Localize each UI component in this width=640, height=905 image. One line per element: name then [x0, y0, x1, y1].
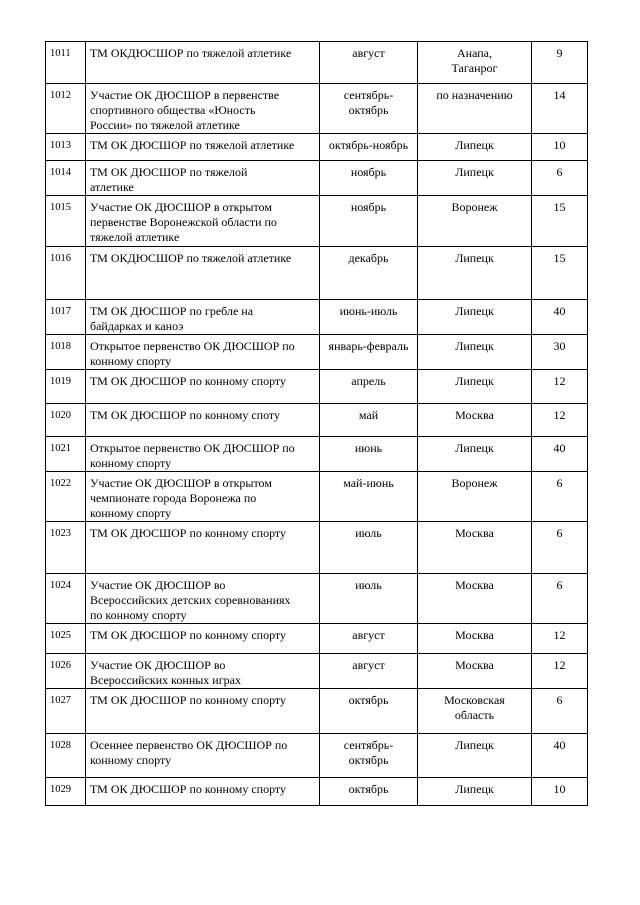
event-place-cell — [418, 437, 532, 472]
event-date-cell-text: июль — [355, 578, 382, 592]
event-date-cell — [320, 42, 418, 84]
participants-count-cell-text: 12 — [553, 658, 566, 672]
participants-count-cell-text: 6 — [556, 526, 563, 540]
event-name-cell — [86, 689, 320, 734]
event-place-cell — [418, 522, 532, 574]
event-place-cell-text: Москва — [455, 526, 494, 540]
table-row — [46, 437, 588, 472]
event-date-cell-text: июль — [355, 526, 382, 540]
event-date-cell-text: май — [358, 408, 379, 422]
table-row — [46, 42, 588, 84]
participants-count-cell-text: 40 — [553, 304, 566, 318]
participants-count-cell — [532, 689, 588, 734]
event-number-cell — [46, 522, 86, 574]
participants-count-cell — [532, 247, 588, 300]
table-row — [46, 624, 588, 654]
event-place-cell — [418, 472, 532, 522]
participants-count-cell — [532, 778, 588, 806]
event-number-cell — [46, 404, 86, 437]
event-place-cell-text: Липецк — [455, 304, 494, 318]
event-date-cell — [320, 161, 418, 196]
participants-count-cell — [532, 404, 588, 437]
event-date-cell-text: май-июнь — [343, 476, 394, 490]
event-name-cell-text: ТМ ОК ДЮСШОР по конному спорту — [90, 526, 287, 540]
event-place-cell-text: Липецк — [455, 138, 494, 152]
event-number-cell — [46, 778, 86, 806]
event-name-cell — [86, 624, 320, 654]
participants-count-cell — [532, 300, 588, 335]
event-date-cell-text: сентябрь- октябрь — [343, 738, 394, 767]
participants-count-cell-text: 15 — [553, 200, 566, 214]
event-place-cell — [418, 134, 532, 161]
participants-count-cell — [532, 161, 588, 196]
event-number-cell-text: 1015 — [50, 202, 71, 213]
event-number-cell — [46, 624, 86, 654]
event-date-cell — [320, 437, 418, 472]
event-date-cell — [320, 404, 418, 437]
event-number-cell — [46, 574, 86, 624]
event-date-cell — [320, 522, 418, 574]
event-date-cell-text: октябрь — [348, 782, 389, 796]
event-number-cell-text: 1027 — [50, 695, 71, 706]
event-date-cell — [320, 689, 418, 734]
event-name-cell-text: Участие ОК ДЮСШОР в открытом первенстве Воронежской области по тяжелой атлетике — [90, 200, 277, 244]
participants-count-cell-text: 40 — [553, 441, 566, 455]
event-date-cell — [320, 196, 418, 247]
event-name-cell-text: Участие ОК ДЮСШОР во Всероссийских детских соревнованиях по конному спорту — [90, 578, 291, 622]
event-number-cell-text: 1022 — [50, 478, 71, 489]
participants-count-cell-text: 6 — [556, 693, 563, 707]
event-date-cell — [320, 335, 418, 370]
participants-count-cell — [532, 522, 588, 574]
event-number-cell-text: 1017 — [50, 306, 71, 317]
event-name-cell — [86, 370, 320, 404]
event-name-cell-text: ТМ ОК ДЮСШОР по конному спорту — [90, 628, 287, 642]
event-place-cell-text: Липецк — [455, 441, 494, 455]
event-place-cell — [418, 247, 532, 300]
event-date-cell-text: август — [352, 628, 385, 642]
participants-count-cell-text: 10 — [553, 138, 566, 152]
event-number-cell-text: 1028 — [50, 740, 71, 751]
event-number-cell-text: 1018 — [50, 341, 71, 352]
event-place-cell — [418, 404, 532, 437]
event-place-cell-text: Москва — [455, 408, 494, 422]
table-row — [46, 335, 588, 370]
events-table — [45, 41, 588, 806]
participants-count-cell-text: 12 — [553, 374, 566, 388]
participants-count-cell-text: 6 — [556, 578, 563, 592]
event-place-cell — [418, 84, 532, 134]
event-number-cell — [46, 370, 86, 404]
event-place-cell — [418, 734, 532, 778]
participants-count-cell-text: 10 — [553, 782, 566, 796]
event-name-cell-text: ТМ ОК ДЮСШОР по тяжелой атлетике — [90, 138, 295, 152]
participants-count-cell-text: 9 — [556, 46, 563, 60]
participants-count-cell — [532, 335, 588, 370]
event-number-cell-text: 1019 — [50, 376, 71, 387]
event-place-cell — [418, 370, 532, 404]
event-name-cell-text: Открытое первенство ОК ДЮСШОР по конному спорту — [90, 339, 295, 368]
event-place-cell — [418, 654, 532, 689]
participants-count-cell — [532, 472, 588, 522]
event-date-cell-text: январь-февраль — [328, 339, 409, 353]
participants-count-cell — [532, 134, 588, 161]
event-name-cell-text: ТМ ОК ДЮСШОР по конному спорту — [90, 782, 287, 796]
event-number-cell-text: 1029 — [50, 784, 71, 795]
event-number-cell — [46, 247, 86, 300]
participants-count-cell — [532, 42, 588, 84]
event-date-cell — [320, 247, 418, 300]
event-place-cell — [418, 300, 532, 335]
table-row — [46, 778, 588, 806]
event-place-cell — [418, 42, 532, 84]
event-place-cell — [418, 335, 532, 370]
table-row — [46, 654, 588, 689]
event-place-cell-text: по назначению — [436, 88, 513, 102]
event-place-cell — [418, 778, 532, 806]
table-row — [46, 472, 588, 522]
event-name-cell-text: ТМ ОК ДЮСШОР по конному спорту — [90, 693, 287, 707]
event-name-cell — [86, 42, 320, 84]
event-place-cell-text: Липецк — [455, 251, 494, 265]
event-name-cell — [86, 778, 320, 806]
participants-count-cell-text: 12 — [553, 628, 566, 642]
event-date-cell-text: октябрь-ноябрь — [328, 138, 409, 152]
table-row — [46, 247, 588, 300]
event-date-cell — [320, 134, 418, 161]
event-number-cell — [46, 161, 86, 196]
participants-count-cell — [532, 624, 588, 654]
event-date-cell — [320, 624, 418, 654]
event-name-cell-text: Участие ОК ДЮСШОР в первенстве спортивного общества «Юность России» по тяжелой атлетике — [90, 88, 280, 132]
event-number-cell — [46, 84, 86, 134]
event-number-cell-text: 1014 — [50, 167, 71, 178]
event-place-cell — [418, 624, 532, 654]
event-number-cell-text: 1012 — [50, 90, 71, 101]
event-name-cell — [86, 404, 320, 437]
event-date-cell — [320, 472, 418, 522]
event-name-cell — [86, 335, 320, 370]
event-date-cell-text: сентябрь- октябрь — [343, 88, 394, 117]
event-number-cell — [46, 134, 86, 161]
event-date-cell-text: ноябрь — [350, 165, 387, 179]
event-number-cell-text: 1011 — [50, 48, 71, 59]
event-name-cell — [86, 654, 320, 689]
table-row — [46, 689, 588, 734]
event-place-cell-text: Москва — [455, 578, 494, 592]
participants-count-cell-text: 12 — [553, 408, 566, 422]
event-place-cell-text: Липецк — [455, 374, 494, 388]
participants-count-cell-text: 6 — [556, 476, 563, 490]
event-name-cell-text: ТМ ОКДЮСШОР по тяжелой атлетике — [90, 46, 292, 60]
event-name-cell-text: ТМ ОК ДЮСШОР по гребле на байдарках и каноэ — [90, 304, 254, 333]
participants-count-cell-text: 6 — [556, 165, 563, 179]
event-date-cell — [320, 84, 418, 134]
event-date-cell-text: декабрь — [348, 251, 389, 265]
table-row — [46, 134, 588, 161]
event-place-cell — [418, 161, 532, 196]
event-name-cell-text: ТМ ОКДЮСШОР по тяжелой атлетике — [90, 251, 292, 265]
event-number-cell — [46, 734, 86, 778]
event-number-cell-text: 1023 — [50, 528, 71, 539]
event-number-cell-text: 1025 — [50, 630, 71, 641]
event-number-cell — [46, 437, 86, 472]
event-place-cell-text: Воронеж — [451, 476, 498, 490]
event-name-cell-text: ТМ ОК ДЮСШОР по тяжелой атлетике — [90, 165, 248, 194]
events-table-body — [46, 42, 588, 806]
participants-count-cell-text: 14 — [553, 88, 566, 102]
event-place-cell-text: Липецк — [455, 165, 494, 179]
participants-count-cell — [532, 437, 588, 472]
participants-count-cell-text: 30 — [553, 339, 566, 353]
event-name-cell-text: Участие ОК ДЮСШОР во Всероссийских конных играх — [90, 658, 241, 687]
participants-count-cell — [532, 574, 588, 624]
event-place-cell — [418, 689, 532, 734]
event-name-cell-text: ТМ ОК ДЮСШОР по конному спорту — [90, 374, 287, 388]
event-number-cell-text: 1020 — [50, 410, 71, 421]
event-date-cell-text: июнь-июль — [339, 304, 398, 318]
table-row — [46, 734, 588, 778]
event-place-cell-text: Московская область — [444, 693, 505, 722]
participants-count-cell-text: 40 — [553, 738, 566, 752]
event-date-cell — [320, 654, 418, 689]
event-place-cell-text: Москва — [455, 658, 494, 672]
event-date-cell — [320, 370, 418, 404]
event-date-cell-text: апрель — [351, 374, 386, 388]
event-place-cell — [418, 196, 532, 247]
event-number-cell-text: 1013 — [50, 140, 71, 151]
event-name-cell — [86, 574, 320, 624]
event-number-cell — [46, 196, 86, 247]
participants-count-cell — [532, 654, 588, 689]
event-place-cell-text: Липецк — [455, 738, 494, 752]
table-row — [46, 404, 588, 437]
event-number-cell — [46, 335, 86, 370]
event-place-cell-text: Воронеж — [451, 200, 498, 214]
event-number-cell-text: 1024 — [50, 580, 71, 591]
event-date-cell-text: июнь — [354, 441, 383, 455]
event-date-cell-text: август — [352, 46, 385, 60]
event-place-cell — [418, 574, 532, 624]
table-row — [46, 196, 588, 247]
table-row — [46, 370, 588, 404]
event-number-cell — [46, 654, 86, 689]
event-name-cell — [86, 300, 320, 335]
participants-count-cell — [532, 734, 588, 778]
event-name-cell — [86, 734, 320, 778]
event-date-cell — [320, 300, 418, 335]
event-number-cell — [46, 472, 86, 522]
participants-count-cell-text: 15 — [553, 251, 566, 265]
table-row — [46, 161, 588, 196]
event-date-cell-text: октябрь — [348, 693, 389, 707]
table-row — [46, 300, 588, 335]
event-name-cell-text: Осеннее первенство ОК ДЮСШОР по конному спорту — [90, 738, 288, 767]
event-number-cell — [46, 42, 86, 84]
participants-count-cell — [532, 196, 588, 247]
event-date-cell — [320, 574, 418, 624]
event-place-cell-text: Москва — [455, 628, 494, 642]
event-number-cell-text: 1021 — [50, 443, 71, 454]
event-name-cell — [86, 196, 320, 247]
event-date-cell — [320, 734, 418, 778]
event-name-cell-text: ТМ ОК ДЮСШОР по конному споту — [90, 408, 281, 422]
event-name-cell — [86, 472, 320, 522]
table-row — [46, 574, 588, 624]
event-place-cell-text: Липецк — [455, 339, 494, 353]
event-name-cell — [86, 247, 320, 300]
table-row — [46, 522, 588, 574]
table-row — [46, 84, 588, 134]
event-name-cell-text: Открытое первенство ОК ДЮСШОР по конному спорту — [90, 441, 295, 470]
event-number-cell — [46, 300, 86, 335]
event-date-cell — [320, 778, 418, 806]
event-place-cell-text: Анапа, Таганрог — [451, 46, 498, 75]
event-name-cell — [86, 84, 320, 134]
participants-count-cell — [532, 370, 588, 404]
event-name-cell — [86, 522, 320, 574]
event-number-cell — [46, 689, 86, 734]
participants-count-cell — [532, 84, 588, 134]
event-number-cell-text: 1016 — [50, 253, 71, 264]
event-name-cell — [86, 134, 320, 161]
event-name-cell — [86, 437, 320, 472]
event-name-cell — [86, 161, 320, 196]
event-date-cell-text: ноябрь — [350, 200, 387, 214]
event-number-cell-text: 1026 — [50, 660, 71, 671]
event-place-cell-text: Липецк — [455, 782, 494, 796]
event-date-cell-text: август — [352, 658, 385, 672]
event-name-cell-text: Участие ОК ДЮСШОР в открытом чемпионате города Воронежа по конному спорту — [90, 476, 272, 520]
